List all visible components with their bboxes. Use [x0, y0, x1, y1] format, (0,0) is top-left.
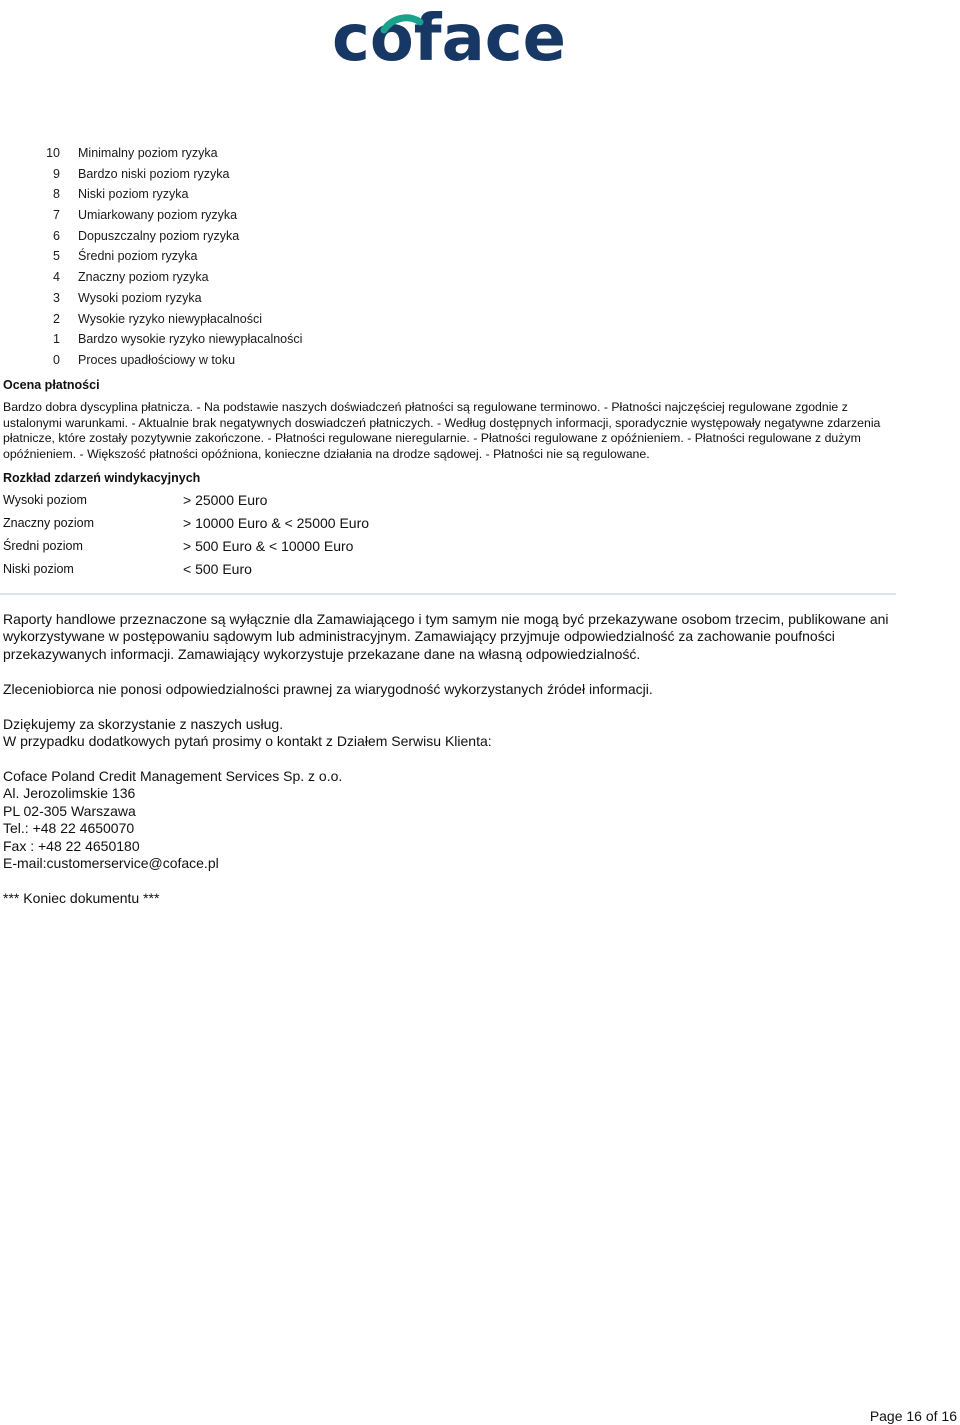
street-address: Al. Jerozolimskie 136 [3, 785, 136, 802]
disclaimer-paragraph: Raporty handlowe przeznaczone są wyłącznie dla Zamawiającego i tym samym nie mogą być przekazywane osobom trzecim, publikowane ani wykorzystywane w postępowaniu sądowym lub administracyjnym. Zamawiający przyjmuje odpowiedzialność za zachowanie poufności przekazywanych informacji. Zamawiający wykorzystuje przekazane dane na własną odpowiedzialność. [3, 611, 889, 662]
risk-scale-item [0, 332, 960, 353]
risk-score: 1 [53, 332, 60, 347]
thanks-block [3, 716, 903, 751]
payment-rating-text: Bardzo dobra dyscyplina płatnicza. - Na podstawie naszych doświadczeń płatności są regulowane terminowo. - Płatności najczęściej regulowane zgodnie z ustalonymi warunkami. - Aktualnie brak negatywnych doswiadczeń płatniczych. - Według dostępnych informacji, sporadycznie występowały negatywne zdarzenia płatnicze, które zostały pozytywnie zakończone. - Płatności regulowane nieregularnie. - Płatności regulowane z opóźnieniem. - Płatności regulowane z dużym opóźnieniem. - Większość płatności opóźniona, konieczne działania na drodze sądowej. - Płatności nie są regulowane. [3, 400, 881, 461]
risk-score: 7 [53, 208, 60, 223]
risk-score: 5 [53, 249, 60, 264]
collection-row [3, 560, 603, 583]
page-number: Page 16 of 16 [869, 1408, 957, 1424]
risk-scale-item [0, 187, 960, 208]
thanks-line: Dziękujemy za skorzystanie z naszych usług. [3, 716, 284, 732]
fax-number: Fax : +48 22 4650180 [3, 837, 140, 854]
risk-scale-item [0, 146, 960, 167]
risk-label: Bardzo niski poziom ryzyka [78, 166, 230, 181]
collection-level: Niski poziom [3, 561, 74, 576]
liability-paragraph: Zleceniobiorca nie ponosi odpowiedzialności prawnej za wiarygodność wykorzystanych źródeł informacji. [3, 681, 653, 697]
risk-label: Minimalny poziom ryzyka [78, 146, 218, 160]
risk-scale-item [0, 167, 960, 188]
risk-label: Wysokie ryzyko niewypłacalności [78, 311, 262, 326]
risk-score: 9 [53, 166, 60, 181]
risk-score: 6 [53, 228, 60, 243]
risk-score: 0 [53, 352, 60, 367]
liability-block [3, 681, 903, 698]
risk-score: 8 [53, 187, 60, 202]
risk-score: 10 [46, 146, 60, 160]
phone-number: Tel.: +48 22 4650070 [3, 820, 135, 837]
risk-scale-item [0, 312, 960, 333]
disclaimer-block [3, 611, 903, 663]
email-address: E-mail:customerservice@coface.pl [3, 855, 219, 872]
risk-label: Średni poziom ryzyka [78, 249, 198, 264]
collection-title: Rozkład zdarzeń windykacyjnych [3, 471, 201, 485]
company-name: Coface Poland Credit Management Services Sp. z o.o. [3, 768, 343, 784]
risk-scale-item [0, 249, 960, 270]
risk-label: Umiarkowany poziom ryzyka [78, 208, 238, 223]
contact-request-line: W przypadku dodatkowych pytań prosimy o kontakt z Działem Serwisu Klienta: [3, 733, 492, 750]
collection-table [3, 491, 603, 583]
risk-score: 3 [53, 290, 60, 305]
collection-level: Średni poziom [3, 538, 83, 553]
risk-scale-item [0, 291, 960, 312]
collection-level: Wysoki poziom [3, 492, 87, 507]
risk-label: Wysoki poziom ryzyka [78, 290, 202, 305]
risk-scale-item [0, 270, 960, 291]
end-of-document-note: *** Koniec dokumentu *** [3, 890, 160, 906]
collection-row [3, 514, 603, 537]
collection-row [3, 537, 603, 560]
risk-label: Proces upadłościowy w toku [78, 352, 236, 367]
risk-score: 4 [53, 270, 60, 285]
risk-label: Dopuszczalny poziom ryzyka [78, 228, 240, 243]
coface-logo [332, 0, 566, 68]
collection-range: < 500 Euro [183, 560, 252, 577]
coface-logo-mark [332, 0, 566, 68]
risk-score: 2 [53, 311, 60, 326]
risk-label: Bardzo wysokie ryzyko niewypłacalności [78, 332, 303, 347]
risk-scale-item [0, 353, 960, 374]
contact-block [3, 768, 903, 872]
collection-range: > 25000 Euro [183, 491, 268, 508]
risk-label: Niski poziom ryzyka [78, 187, 189, 202]
logo-wordmark: coface [332, 2, 566, 68]
collection-range: > 500 Euro & < 10000 Euro [183, 537, 354, 554]
payment-rating-title: Ocena płatności [3, 378, 100, 392]
risk-label: Znaczny poziom ryzyka [78, 270, 209, 285]
section-divider [0, 593, 896, 595]
city-address: PL 02-305 Warszawa [3, 802, 136, 819]
risk-scale-item [0, 208, 960, 229]
collection-range: > 10000 Euro & < 25000 Euro [183, 514, 370, 531]
risk-scale-item [0, 229, 960, 250]
risk-scale-list [0, 146, 960, 374]
end-note-block [3, 890, 903, 907]
collection-row [3, 491, 603, 514]
collection-level: Znaczny poziom [3, 515, 95, 530]
